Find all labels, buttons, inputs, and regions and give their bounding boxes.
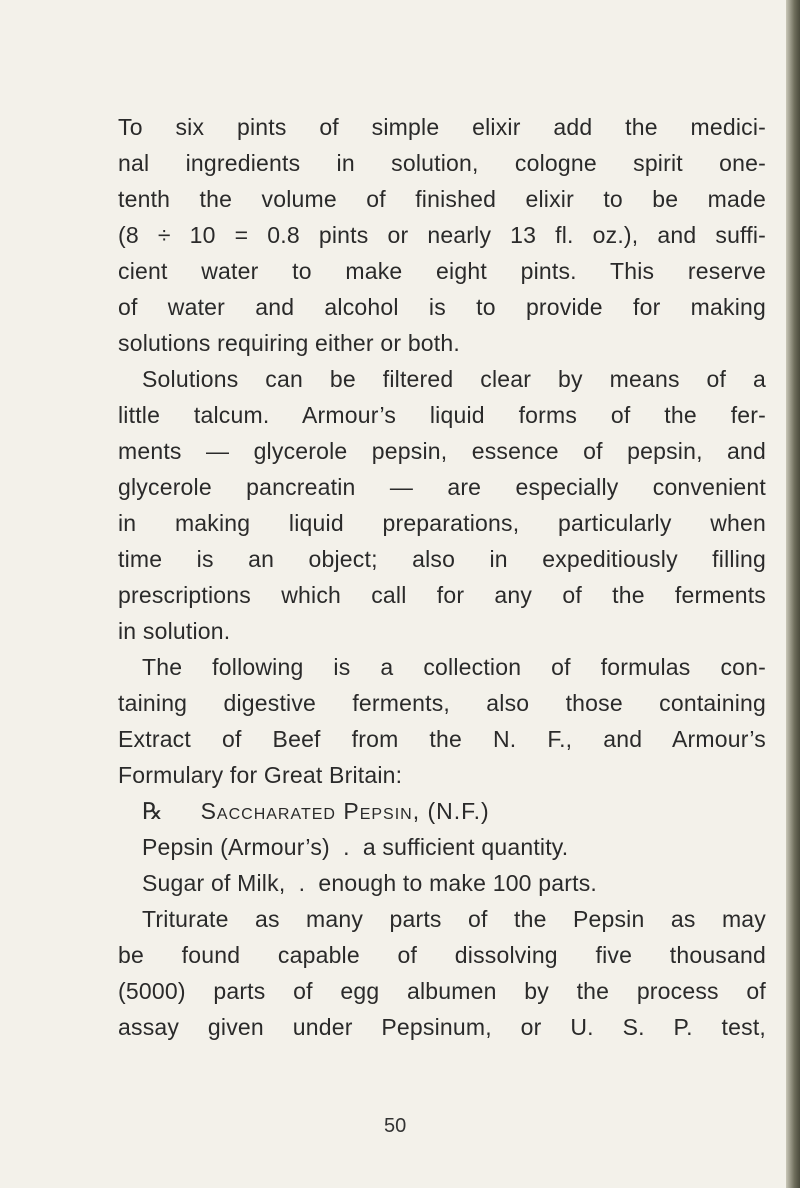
text-line: tenth the volume of finished elixir to be made — [118, 186, 766, 212]
text-line: in solution. — [118, 618, 231, 644]
text-line: little talcum. Armour’s liquid forms of the fer- — [118, 402, 766, 428]
page-number: 50 — [384, 1115, 407, 1137]
text-line: prescriptions which call for any of the ferments — [118, 582, 766, 608]
formula-heading: ℞ Saccharated Pepsin, (N.F.) — [142, 798, 490, 824]
text-line: in making liquid preparations, particularly when — [118, 510, 766, 536]
text-line: To six pints of simple elixir add the medici- — [118, 114, 766, 140]
text-line: of water and alcohol is to provide for making — [118, 294, 766, 320]
text-line: (8 ÷ 10 = 0.8 pints or nearly 13 fl. oz.), and suffi- — [118, 222, 766, 248]
text-line: The following is a collection of formulas con- — [142, 654, 766, 680]
text-line: time is an object; also in expeditiously filling — [118, 546, 766, 572]
text-line: Triturate as many parts of the Pepsin as may — [142, 906, 766, 932]
text-line: nal ingredients in solution, cologne spirit one- — [118, 150, 766, 176]
formula-ingredient: Sugar of Milk, . enough to make 100 parts. — [142, 870, 597, 896]
text-line: (5000) parts of egg albumen by the process of — [118, 978, 766, 1004]
text-line: solutions requiring either or both. — [118, 330, 460, 356]
text-line: Formulary for Great Britain: — [118, 762, 403, 788]
text-line: be found capable of dissolving five thousand — [118, 942, 766, 968]
text-line: Extract of Beef from the N. F., and Armour’s — [118, 726, 766, 752]
text-line: Solutions can be filtered clear by means of a — [142, 366, 766, 392]
text-line: assay given under Pepsinum, or U. S. P. test, — [118, 1014, 766, 1040]
text-line: taining digestive ferments, also those containing — [118, 690, 766, 716]
text-line: cient water to make eight pints. This reserve — [118, 258, 766, 284]
page-edge-shadow — [786, 0, 800, 1188]
text-line: glycerole pancreatin — are especially convenient — [118, 474, 766, 500]
formula-ingredient: Pepsin (Armour’s) . a sufficient quantity. — [142, 834, 569, 860]
text-line: ments — glycerole pepsin, essence of pepsin, and — [118, 438, 766, 464]
